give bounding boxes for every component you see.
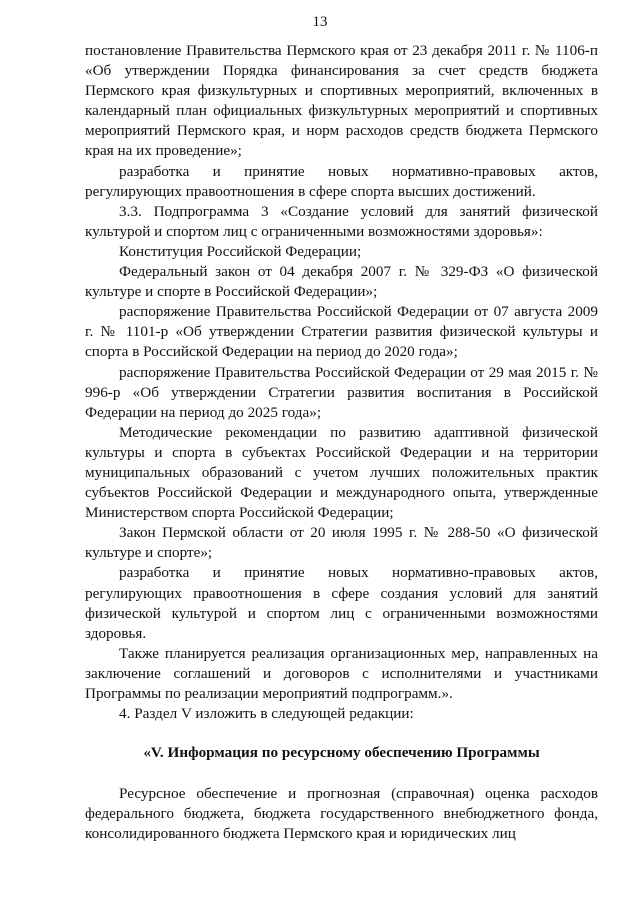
paragraph-constitution: Конституция Российской Федерации;: [119, 242, 362, 260]
paragraph-development-high-performance: разработка и принятие новых нормативно-правовых актов, регулирующих правоотношения в сфере спорта высших достижений.: [85, 162, 598, 200]
paragraph-order-1101: распоряжение Правительства Российской Федерации от 07 августа 2009 г. № 1101-р «Об утверждении Стратегии развития физической культуры и спорта в Российской Федерации на период до 2020 года»;: [85, 303, 598, 361]
page-number: 13: [312, 14, 328, 30]
paragraph-methodical-recommendations: Методические рекомендации по развитию адаптивной физической культуры и спорта в субъектах Российской Федерации и на территории муниципальных образований с учетом лучших положительных практик субъектов Российской Федерации и международного опыта, утвержденные Министерством спорта Российской Федерации;: [85, 423, 598, 522]
paragraph-order-996: распоряжение Правительства Российской Федерации от 29 мая 2015 г. № 996-р «Об утверждении Стратегии развития воспитания в Российской Федерации на период до 2025 года»;: [85, 363, 598, 421]
paragraph-organizational-measures: Также планируется реализация организационных мер, направленных на заключение соглашений и договоров с исполнителями и участниками Программы по реализации мероприятий подпрограмм.».: [85, 644, 598, 702]
paragraph-resource-provision: Ресурсное обеспечение и прогнозная (справочная) оценка расходов федерального бюджета, бюджета государственного внебюджетного фонда, консолидированного бюджета Пермского края и юридических лиц: [85, 785, 598, 843]
paragraph-perm-law-288: Закон Пермской области от 20 июля 1995 г. № 288-50 «О физической культуре и спорте»;: [85, 524, 598, 562]
paragraph-section-v-amend: 4. Раздел V изложить в следующей редакции:: [119, 705, 414, 723]
paragraph-decree-1106: постановление Правительства Пермского края от 23 декабря 2011 г. № 1106-п «Об утверждении Порядка финансирования за счет средств бюджета Пермского края физкультурных и спортивных мероприятий, включенных в календарный план официальных физкультурных мероприятий и спортивных мероприятий Пермского края, и норм расходов средств бюджета Пермского края на их проведение»;: [85, 42, 598, 160]
paragraph-federal-law-329: Федеральный закон от 04 декабря 2007 г. № 329-ФЗ «О физической культуре и спорте в Российской Федерации»;: [85, 263, 598, 301]
paragraph-development-disabilities: разработка и принятие новых нормативно-правовых актов, регулирующих правоотношения в сфере создания условий для занятий физической культурой и спортом лиц с ограниченными возможностями здоровья.: [85, 564, 598, 642]
paragraph-subprogram-3: 3.3. Подпрограмма 3 «Создание условий для занятий физической культурой и спортом лиц с ограниченными возможностями здоровья»:: [85, 202, 598, 240]
section-title: «V. Информация по ресурсному обеспечению Программы: [143, 744, 540, 762]
document-body: [85, 41, 598, 845]
